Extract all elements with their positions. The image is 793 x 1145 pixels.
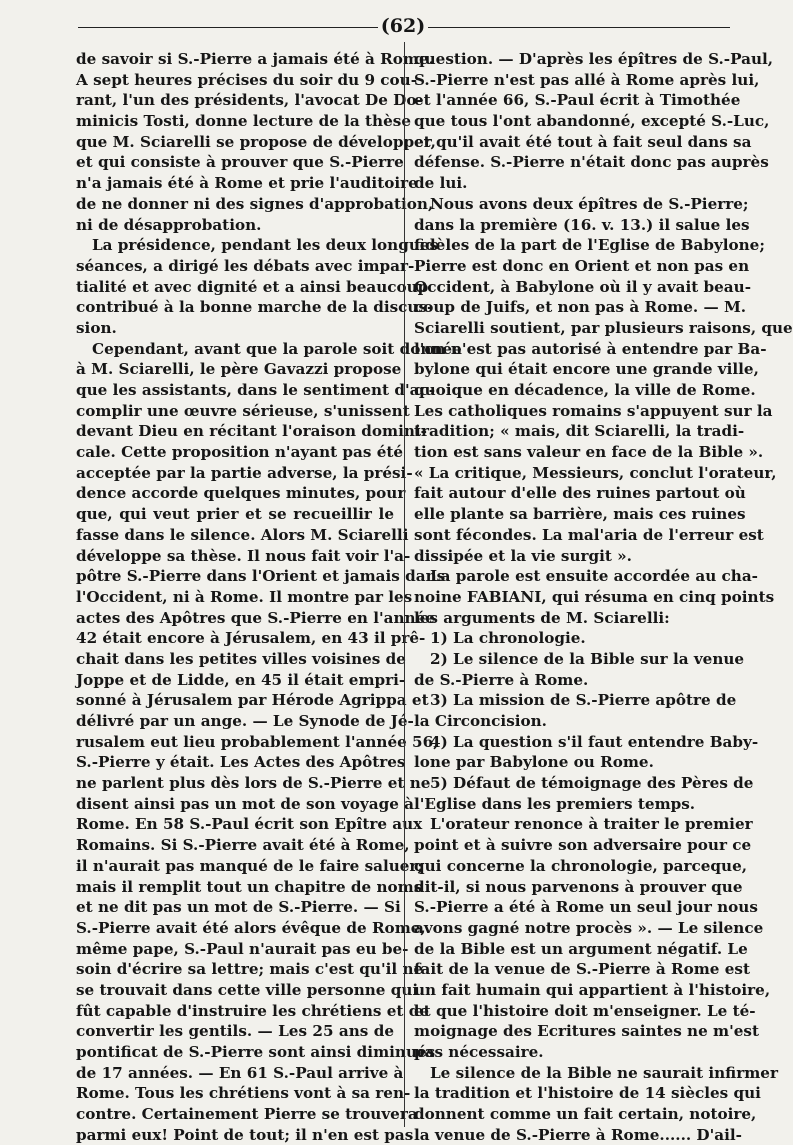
text-line: devant Dieu en récitant l'oraison domini- — [76, 422, 427, 441]
text-line: fidèles de la part de l'Eglise de Babylone; — [414, 236, 765, 255]
text-line: sont fécondes. La mal'aria de l'erreur est — [414, 525, 764, 544]
text-line: les arguments de M. Sciarelli: — [414, 608, 670, 627]
text-line: dence accorde quelques minutes, pour — [76, 484, 406, 503]
text-line: défense. S.-Pierre n'était donc pas auprès — [414, 153, 769, 172]
text-line: acceptée par la partie adverse, la prési- — [76, 463, 413, 482]
text-line: moignage des Ecritures saintes ne m'est — [414, 1022, 759, 1041]
text-line: il n'aurait pas manqué de le faire saluer; — [76, 856, 424, 875]
right-column — [414, 49, 793, 1145]
text-line: se trouvait dans cette ville personne qui — [76, 980, 419, 999]
text-line: 2) Le silence de la Bible sur la venue — [430, 649, 745, 668]
text-line: Cependant, avant que la parole soit donnée — [92, 339, 462, 358]
text-line: et l'année 66, S.-Paul écrit à Timothée — [414, 91, 741, 110]
text-line: la tradition et l'histoire de 14 siècles qui — [414, 1084, 761, 1103]
text-line: sion. — [76, 318, 117, 337]
text-line: L'orateur renonce à traiter le premier — [430, 815, 753, 834]
text-line: soin d'écrire sa lettre; mais c'est qu'il ne — [76, 960, 424, 979]
text-line: dans la première (16. v. 13.) il salue les — [414, 215, 750, 234]
text-line: que, qui veut prier et se recueillir le — [76, 505, 394, 524]
text-line: rusalem eut lieu probablement l'année 56, — [76, 732, 439, 751]
page-header — [78, 12, 730, 44]
text-line: question. — D'après les épîtres de S.-Paul, — [414, 50, 774, 68]
text-line: Pierre est donc en Orient et non pas en — [414, 256, 750, 275]
text-line: convertir les gentils. — Les 25 ans de — [76, 1022, 394, 1041]
text-line: La parole est ensuite accordée au cha- — [430, 567, 758, 586]
text-line: S.-Pierre y était. Les Actes des Apôtres — [76, 753, 406, 772]
text-line: développe sa thèse. Il nous fait voir l'a- — [76, 546, 411, 565]
text-line: séances, a dirigé les débats avec impar- — [76, 256, 415, 275]
text-line: que M. Sciarelli se propose de développer, — [76, 132, 436, 151]
text-line: de savoir si S.-Pierre a jamais été à Rome. — [76, 50, 434, 68]
text-line: Romains. Si S.-Pierre avait été à Rome, — [76, 836, 410, 855]
text-line: que les assistants, dans le sentiment d'ac- — [76, 381, 436, 399]
text-line: disent ainsi pas un mot de son voyage à — [76, 794, 414, 813]
text-line: de 17 années. — En 61 S.-Paul arrive à — [76, 1063, 404, 1082]
text-line: La présidence, pendant les deux longues — [92, 236, 439, 255]
text-line: chait dans les petites villes voisines de — [76, 649, 406, 668]
text-line: 1) La chronologie. — [430, 629, 586, 648]
text-line: tradition; « mais, dit Sciarelli, la tradi- — [414, 422, 745, 441]
text-line: tion est sans valeur en face de la Bible ». — [414, 443, 764, 462]
text-line: un fait humain qui appartient à l'histoire, — [414, 980, 771, 999]
text-line: complir une œuvre sérieuse, s'unissent — [76, 401, 410, 420]
text-line: lone par Babylone ou Rome. — [414, 753, 654, 772]
text-line: elle plante sa barrière, mais ces ruines — [414, 505, 746, 524]
text-line: contre. Certainement Pierre se trouvera — [76, 1105, 418, 1124]
text-line: coup de Juifs, et non pas à Rome. — M. — [414, 298, 747, 317]
text-line: fasse dans le silence. Alors M. Sciarelli — [76, 525, 409, 544]
text-line: dit-il, si nous parvenons à prouver que — [414, 877, 743, 896]
text-line: de lui. — [414, 174, 468, 193]
text-line: de la Bible est un argument négatif. Le — [414, 939, 748, 958]
text-line: minicis Tosti, donne lecture de la thèse — [76, 112, 411, 131]
text-line: 3) La mission de S.-Pierre apôtre de — [430, 691, 737, 710]
text-line: même pape, S.-Paul n'aurait pas eu be- — [76, 939, 409, 958]
text-line: A sept heures précises du soir du 9 cou- — [76, 70, 418, 89]
text-line: 5) Défaut de témoignage des Pères de — [430, 774, 754, 793]
text-line: noine FABIANI, qui résuma en cinq points — [414, 587, 775, 606]
text-line: que tous l'ont abandonné, excepté S.-Luc, — [414, 112, 770, 131]
text-line: la Circoncision. — [414, 712, 547, 730]
text-line: fait autour d'elle des ruines partout où — [414, 484, 746, 503]
text-line: Nous avons deux épîtres de S.-Pierre; — [430, 194, 749, 213]
text-line: cale. Cette proposition n'ayant pas été — [76, 443, 404, 462]
text-line: Joppe et de Lidde, en 45 il était empri- — [76, 670, 406, 689]
text-line: S.-Pierre n'est pas allé à Rome après lui, — [414, 70, 760, 89]
text-line: et qu'il avait été tout à fait seul dans sa — [414, 132, 752, 151]
text-line: délivré par un ange. — Le Synode de Jé- — [76, 712, 414, 730]
text-line: fût capable d'instruire les chrétiens et de — [76, 1001, 429, 1020]
text-line: Rome. Tous les chrétiens vont à sa ren- — [76, 1084, 411, 1103]
text-line: et que l'histoire doit m'enseigner. Le té- — [414, 1001, 756, 1020]
text-line: actes des Apôtres que S.-Pierre en l'année — [76, 608, 435, 627]
text-line: à M. Sciarelli, le père Gavazzi propose — [76, 360, 402, 379]
text-line: dissipée et la vie surgit ». — [414, 546, 632, 565]
text-line: pas nécessaire. — [414, 1043, 544, 1061]
text-line: la venue de S.-Pierre à Rome...... D'ail- — [414, 1125, 742, 1144]
text-line: l'Occident, ni à Rome. Il montre par les — [76, 587, 413, 606]
text-line: qui concerne la chronologie, parceque, — [414, 856, 748, 875]
text-line: mais il remplit tout un chapitre de noms — [76, 877, 423, 896]
header-rule-right — [428, 27, 730, 28]
text-line: bylone qui était encore une grande ville, — [414, 360, 759, 379]
text-line: pôtre S.-Pierre dans l'Orient et jamais dans — [76, 567, 446, 586]
text-line: S.-Pierre avait été alors évêque de Rome, — [76, 918, 426, 937]
text-line: fait de la venue de S.-Pierre à Rome est — [414, 960, 750, 979]
text-line: Les catholiques romains s'appuyent sur la — [414, 401, 773, 420]
text-line: Le silence de la Bible ne saurait infirmer — [430, 1063, 778, 1082]
text-line: « La critique, Messieurs, conclut l'orateur, — [414, 463, 777, 482]
text-line: contribué à la bonne marche de la discus- — [76, 298, 434, 317]
text-line: parmi eux! Point de tout; il n'en est pas — [76, 1125, 414, 1144]
text-line: 42 était encore à Jérusalem, en 43 il prê- — [76, 629, 426, 648]
text-line: tialité et avec dignité et a ainsi beaucoup — [76, 277, 429, 296]
text-line: l'Eglise dans les premiers temps. — [414, 794, 696, 813]
text-line: ni de désapprobation. — [76, 215, 262, 234]
text-line: et ne dit pas un mot de S.-Pierre. — Si — [76, 898, 401, 917]
text-line: pontificat de S.-Pierre sont ainsi diminués — [76, 1043, 436, 1061]
text-line: rant, l'un des présidents, l'avocat De Do- — [76, 91, 423, 110]
text-line: quoique en décadence, la ville de Rome. — [414, 381, 756, 399]
text-line: avons gagné notre procès ». — Le silence — [414, 918, 764, 937]
text-line: de S.-Pierre à Rome. — [414, 670, 589, 689]
text-line: de ne donner ni des signes d'approbation, — [76, 194, 434, 213]
text-line: point et à suivre son adversaire pour ce — [414, 836, 752, 855]
text-line: Sciarelli soutient, par plusieurs raisons, que — [414, 318, 793, 337]
text-line: ne parlent plus dès lors de S.-Pierre et ne — [76, 774, 431, 793]
text-line: Occident, à Babylone où il y avait beau- — [414, 277, 751, 296]
text-line: sonné à Jérusalem par Hérode Agrippa et — [76, 691, 429, 710]
text-line: 4) La question s'il faut entendre Baby- — [430, 732, 759, 751]
text-line: et qui consiste à prouver que S.-Pierre — [76, 153, 404, 172]
text-line: Rome. En 58 S.-Paul écrit son Epître aux — [76, 815, 423, 834]
page-number: (62) — [380, 15, 426, 37]
text-line: donnent comme un fait certain, notoire, — [414, 1105, 757, 1124]
header-rule-left — [78, 27, 378, 28]
text-line: l'on n'est pas autorisé à entendre par Ba- — [414, 339, 767, 358]
text-line: S.-Pierre a été à Rome un seul jour nous — [414, 898, 758, 917]
column-divider — [404, 42, 405, 1127]
text-line: n'a jamais été à Rome et prie l'auditoire — [76, 174, 418, 193]
